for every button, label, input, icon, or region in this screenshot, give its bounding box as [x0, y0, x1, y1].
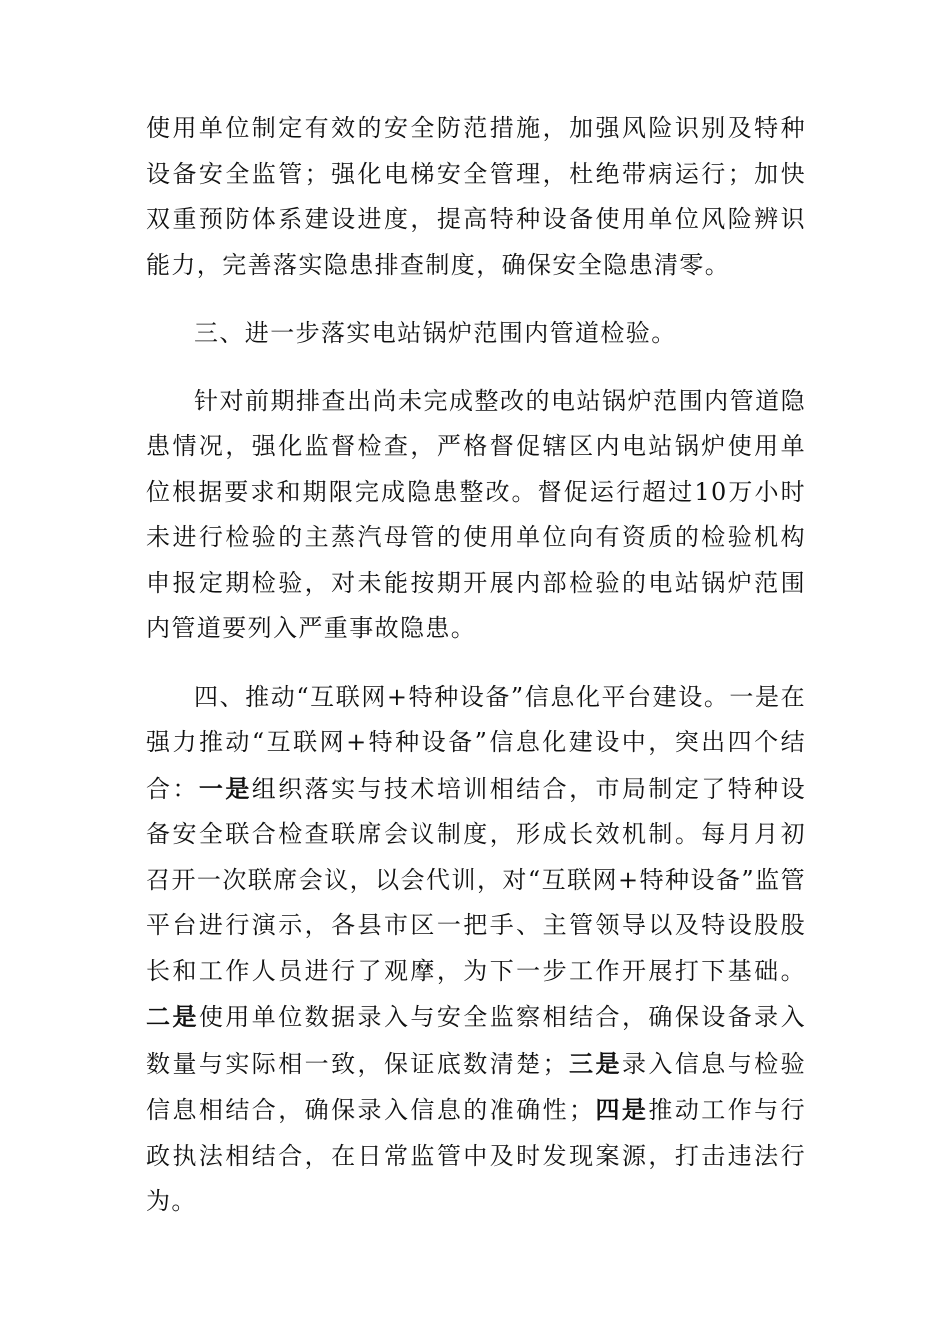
paragraph-boiler-pipeline: 针对前期排查出尚未完成整改的电站锅炉范围内管道隐患情况，强化监督检查，严格督促辖区内电站锅炉使用单位根据要求和期限完成隐患整改。督促运行超过10万小时未进行检验的主蒸汽母管的使用单位向有资质的检验机构申报定期检验，对未能按期开展内部检验的电站锅炉范围内管道要列入严重事故隐患。	[146, 386, 806, 642]
bold-marker-three: 三是	[568, 1048, 622, 1078]
bold-marker-two: 二是	[146, 1002, 199, 1031]
document-body	[146, 106, 806, 1225]
point-one-text: 组织落实与技术培训相结合，市局制定了特种设备安全联合检查联席会议制度，形成长效机制。每月月初召开一次联席会议，以会代训，对“互联网+特种设备”监管平台进行演示，各县市区一把手、主管领导以及特设股股长和工作人员进行了观摩，为下一步工作开展打下基础。	[146, 774, 806, 985]
paragraph-safety-measures: 使用单位制定有效的安全防范措施，加强风险识别及特种设备安全监管；强化电梯安全管理，杜绝带病运行；加快双重预防体系建设进度，提高特种设备使用单位风险辨识能力，完善落实隐患排查制度，确保安全隐患清零。	[146, 114, 806, 279]
point-two-text: 使用单位数据录入与安全监察相结合，确保设备录入数量与实际相一致，保证底数清楚；	[146, 1003, 806, 1078]
paragraph-lead-text: 四、推动“互联网+特种设备”信息化平台建设。一是在强力推动“互联网+特种设备”信息化建设中，突出四个结合：	[146, 682, 806, 803]
point-three-text: 录入信息与检验信息相结合，确保录入信息的准确性；	[146, 1049, 806, 1124]
section-heading-three: 三、进一步落实电站锅炉范围内管道检验。	[194, 319, 677, 347]
paragraph-internet-platform	[146, 675, 806, 1225]
bold-marker-one: 一是	[198, 773, 252, 803]
bold-marker-four: 四是	[594, 1095, 649, 1124]
point-four-text: 推动工作与行政执法相结合，在日常监管中及时发现案源，打击违法行为。	[146, 1096, 806, 1215]
